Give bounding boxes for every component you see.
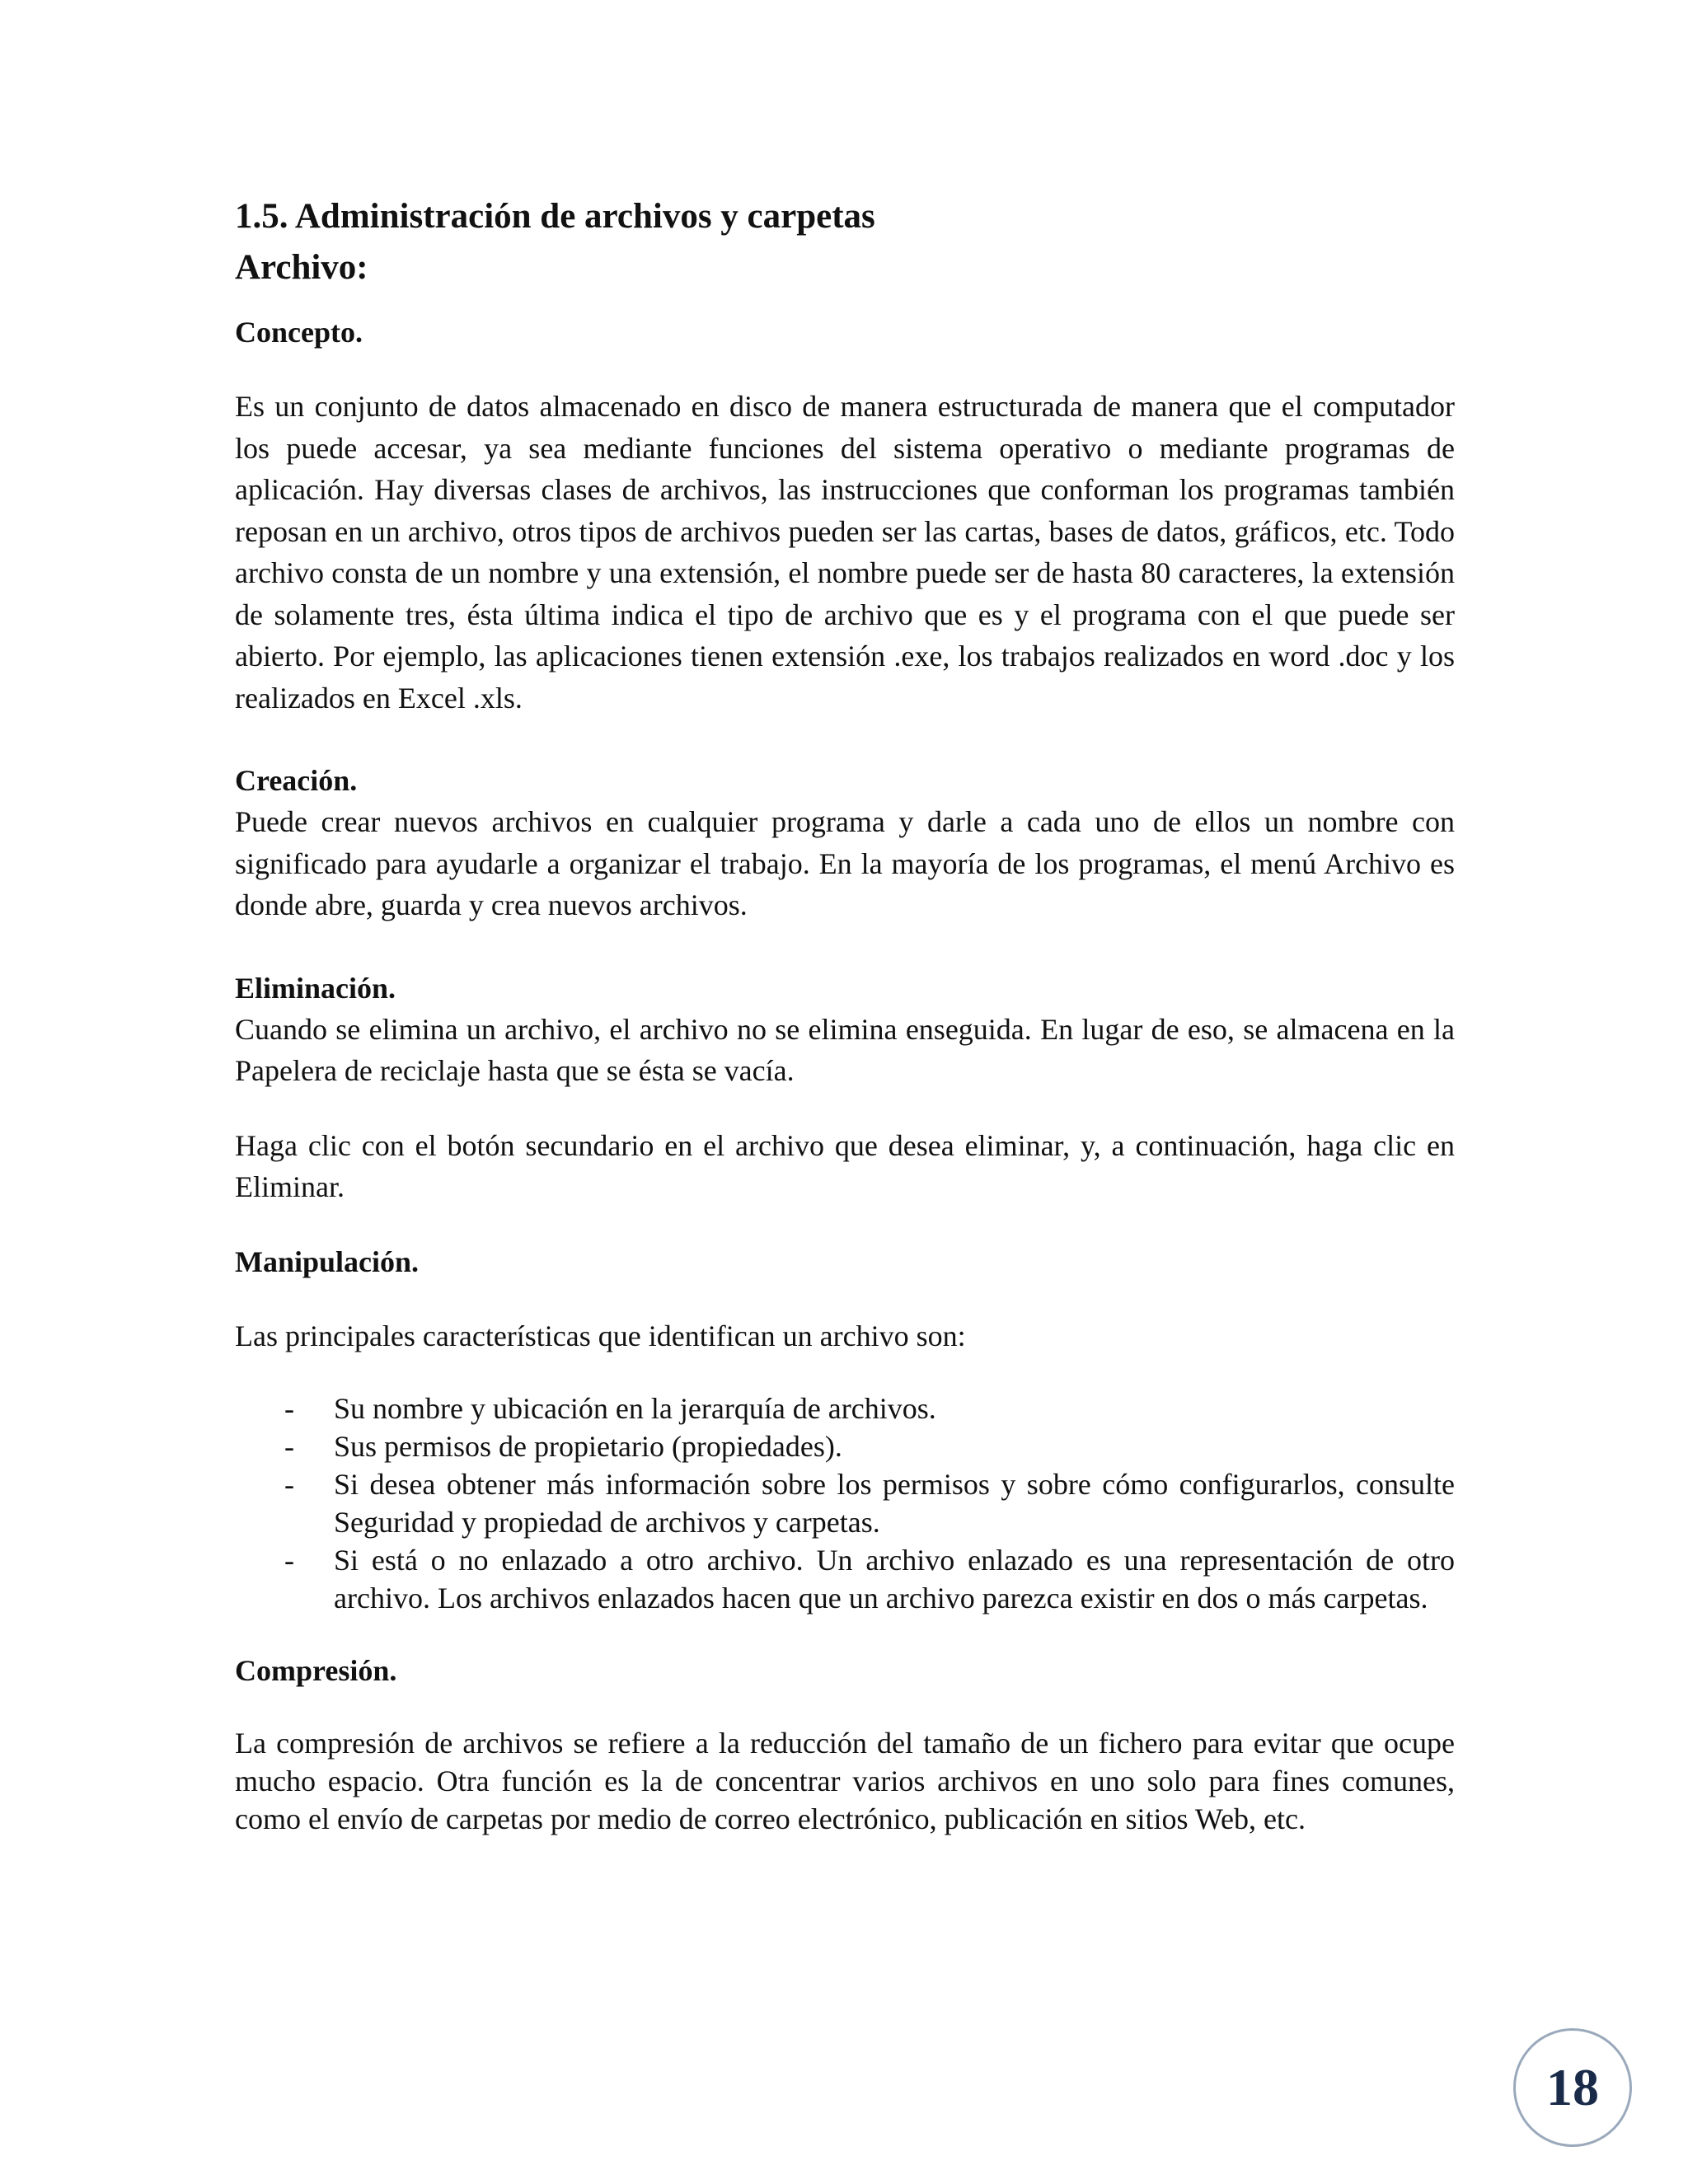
manipulacion-intro: Las principales características que identifican un archivo son: [235, 1319, 966, 1352]
manipulacion-title: Manipulación. [235, 1244, 420, 1278]
bullet-dash: - [284, 1430, 294, 1463]
list-item: - Si está o no enlazado a otro archivo. Un archivo enlazado es una representación de otro archivo. Los archivos enlazados hacen que un archivo parezca existir en dos o más carpetas. [235, 1541, 1455, 1617]
bullet-dash: - [284, 1544, 294, 1577]
bullet-dash: - [284, 1392, 294, 1425]
concepto-paragraph: Es un conjunto de datos almacenado en disco de manera estructurada de manera que el computador los puede accesar, ya sea mediante funciones del sistema operativo o mediante programas de aplicación. Hay diversas clases de archivos, las instrucciones que conforman los programas también reposan en un archivo, otros tipos de archivos pueden ser las cartas, bases de datos, gráficos, etc. Todo archivo consta de un nombre y una extensión, el nombre puede ser de hasta 80 caracteres, la extensión de solamente tres, ésta última indica el tipo de archivo que es y el programa con el que puede ser abierto. Por ejemplo, las aplicaciones tienen extensión .exe, los trabajos realizados en word .doc y los realizados en Excel .xls. [235, 390, 1455, 715]
eliminacion-instruction: Haga clic con el botón secundario en el archivo que desea eliminar, y, a continuación, haga clic en Eliminar. [235, 1128, 1455, 1203]
section-heading: 1.5. Administración de archivos y carpetas [235, 197, 875, 236]
section-subheading: Archivo: [235, 248, 368, 287]
compresion-paragraph: La compresión de archivos se refiere a la reducción del tamaño de un fichero para evitar que ocupe mucho espacio. Otra función es la de concentrar varios archivos en uno solo para fines comunes, como el envío de carpetas por medio de correo electrónico, publicación en sitios Web, etc. [235, 1727, 1455, 1835]
bullet-dash: - [284, 1468, 294, 1501]
document-page [235, 191, 1455, 1838]
page-number-badge [1513, 2028, 1632, 2147]
creacion-paragraph: Puede crear nuevos archivos en cualquier programa y darle a cada uno de ellos un nombre con significado para ayudarle a organizar el trabajo. En la mayoría de los programas, el menú Archivo es donde abre, guarda y crea nuevos archivos. [235, 805, 1455, 921]
compresion-title: Compresión. [235, 1654, 397, 1687]
list-item: - Si desea obtener más información sobre los permisos y sobre cómo configurarlos, consulte Seguridad y propiedad de archivos y carpetas. [235, 1465, 1455, 1541]
list-item: - Su nombre y ubicación en la jerarquía de archivos. [235, 1390, 1455, 1427]
creacion-title: Creación. [235, 764, 358, 797]
list-item: - Sus permisos de propietario (propiedades). [235, 1427, 1455, 1465]
characteristics-list [235, 1390, 1455, 1617]
eliminacion-paragraph: Cuando se elimina un archivo, el archivo no se elimina enseguida. En lugar de eso, se almacena en la Papelera de reciclaje hasta que se ésta se vacía. [235, 1012, 1455, 1087]
concepto-title: Concepto. [235, 316, 363, 349]
page-number: 18 [1546, 2058, 1599, 2116]
eliminacion-title: Eliminación. [235, 971, 396, 1005]
